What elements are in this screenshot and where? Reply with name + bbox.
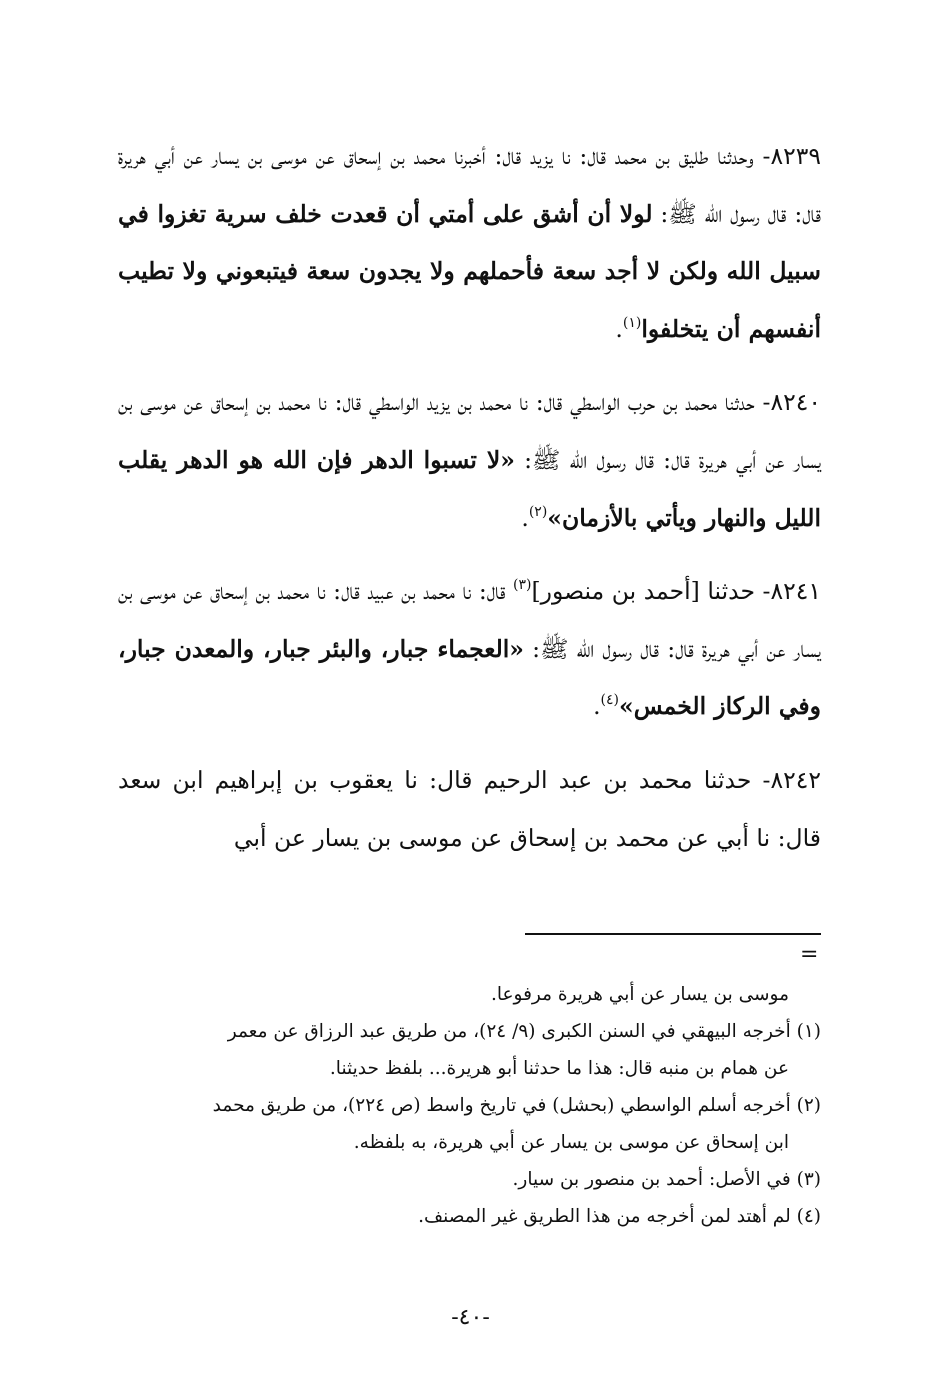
hadith-isnad: - حدثنا محمد بن عبد الرحيم قال: نا يعقوب بن إبراهيم ابن سعد قال: نا أبي عن محمد بن إسحاق عن موسى بن يسار عن أبي [118, 765, 821, 852]
footnote-continued: موسى بن يسار عن أبي هريرة مرفوعا. [490, 984, 789, 1005]
hadith-8242 [118, 752, 821, 867]
hadith-isnad: - حدثنا محمد بن حرب الواسطي قال: نا محمد بن يزيد الواسطي قال: نا محمد بن إسحاق عن موسى بن يسار عن أبي هريرة قال: قال رسول الله ﷺ: [118, 388, 821, 474]
hadith-ending: . [593, 692, 601, 721]
continuation-mark: = [800, 942, 819, 967]
footnote-separator [525, 933, 821, 935]
hadith-isnad: قال: نا محمد بن عبيد قال: نا محمد بن إسحاق عن موسى بن يسار عن أبي هريرة قال: قال رسول الله ﷺ: [118, 577, 821, 663]
hadith-isnad: - وحدثنا طليق بن محمد قال: نا يزيد قال: أخبرنا محمد بن إسحاق عن موسى بن يسار عن أبي هريرة قال: قال رسول الله ﷺ: [118, 142, 821, 228]
main-text [118, 128, 821, 883]
footnote-3: (٣) في الأصل: أحمد بن منصور بن سيار. [512, 1169, 821, 1190]
hadith-ending: . [521, 503, 529, 532]
footnotes [118, 976, 821, 1235]
footnote-4: (٤) لم أهتد لمن أخرجه من هذا الطريق غير المصنف. [418, 1206, 821, 1227]
footnote-1: (١) أخرجه البيهقي في السنن الكبرى (٩/ ٢٤)، من طريق عبد الرزاق عن معمر [227, 1021, 821, 1042]
footnote-ref: (١) [622, 314, 642, 331]
page-number: -٤٠- [451, 1305, 490, 1330]
footnote-ref: (٢) [528, 503, 548, 520]
hadith-number: ٨٢٤٢ [770, 765, 821, 794]
footnote-ref: (٤) [600, 692, 620, 709]
hadith-8241 [118, 563, 821, 736]
hadith-ending: . [615, 314, 623, 343]
hadith-matn: «لا تسبوا الدهر فإن الله هو الدهر يقلب الليل والنهار ويأتي بالأزمان» [118, 445, 821, 532]
hadith-number: ٨٢٤١ [770, 577, 821, 606]
footnote-ref: (٣) [513, 577, 532, 594]
hadith-matn: لولا أن أشق على أمتي أن قعدت خلف سرية تغزوا في سبيل الله ولكن لا أجد سعة فأحملهم ولا يجدون سعة فيتبعوني ولا تطيب أنفسهم أن يتخلفوا [118, 199, 821, 343]
footnote-1-cont: عن همام بن منبه قال: هذا ما حدثنا أبو هريرة... بلفظ حديثنا. [329, 1058, 789, 1079]
footnote-2: (٢) أخرجه أسلم الواسطي (بحشل) في تاريخ واسط (ص ٢٢٤)، من طريق محمد [212, 1095, 821, 1116]
footnote-2-cont: ابن إسحاق عن موسى بن يسار عن أبي هريرة، به بلفظه. [353, 1132, 789, 1153]
hadith-number: ٨٢٣٩ [770, 142, 821, 170]
hadith-matn: «العجماء جبار، والبئر جبار، والمعدن جبار، وفي الركاز الخمس» [118, 634, 821, 721]
hadith-8240 [118, 374, 821, 547]
hadith-isnad-start: - حدثنا [أحمد بن منصور] [531, 577, 771, 606]
hadith-8239 [118, 128, 821, 358]
hadith-number: ٨٢٤٠ [770, 388, 821, 417]
